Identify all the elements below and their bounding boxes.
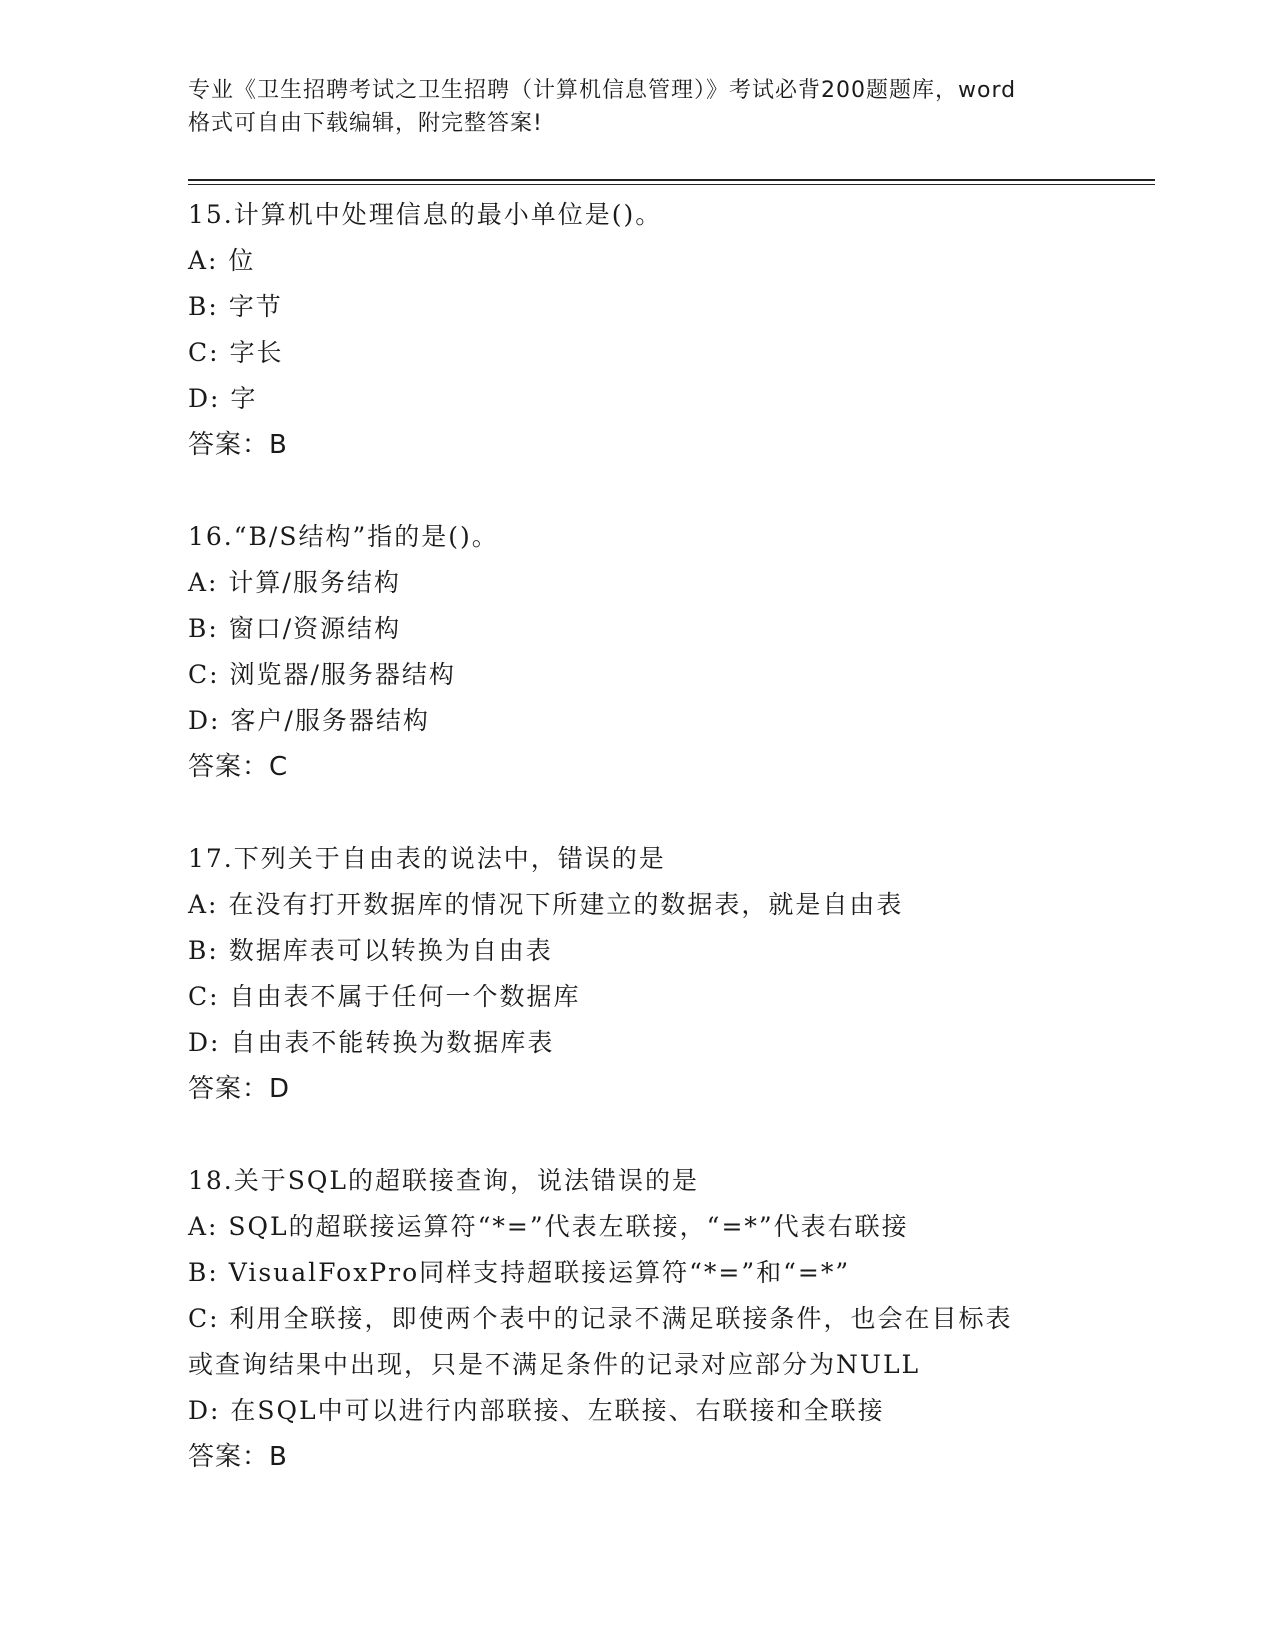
document-header (188, 74, 1088, 140)
option-c: C: 浏览器/服务器结构 (188, 660, 456, 689)
option-c: C: 自由表不属于任何一个数据库 (188, 982, 581, 1011)
option-c-continued: 或查询结果中出现，只是不满足条件的记录对应部分为NULL (188, 1350, 921, 1379)
option-b: B: VisualFoxPro同样支持超联接运算符“*=”和“=*” (188, 1258, 851, 1287)
option-b: B: 数据库表可以转换为自由表 (188, 936, 553, 965)
option-a: A: SQL的超联接运算符“*=”代表左联接，“=*”代表右联接 (188, 1212, 909, 1241)
question-stem: 18.关于SQL的超联接查询，说法错误的是 (188, 1166, 699, 1195)
option-a: A: 计算/服务结构 (188, 568, 401, 597)
option-c: C: 字长 (188, 338, 284, 367)
question-16 (188, 514, 1148, 836)
option-d: D: 自由表不能转换为数据库表 (188, 1028, 555, 1057)
header-line-2: 格式可自由下载编辑，附完整答案! (188, 111, 543, 136)
question-stem: 15.计算机中处理信息的最小单位是()。 (188, 200, 663, 229)
option-a: A: 在没有打开数据库的情况下所建立的数据表，就是自由表 (188, 890, 904, 919)
question-18 (188, 1158, 1148, 1480)
option-c: C: 利用全联接，即使两个表中的记录不满足联接条件，也会在目标表 (188, 1304, 1013, 1333)
option-b: B: 窗口/资源结构 (188, 614, 402, 643)
header-line-1: 专业《卫生招聘考试之卫生招聘（计算机信息管理）》考试必背200题题库，word (188, 78, 1017, 103)
answer-label: 答案：C (188, 752, 289, 782)
header-divider (188, 179, 1155, 185)
question-stem: 16.“B/S结构”指的是()。 (188, 522, 499, 551)
option-d: D: 客户/服务器结构 (188, 706, 430, 735)
option-a: A: 位 (188, 246, 256, 275)
answer-label: 答案：B (188, 1442, 288, 1472)
option-d: D: 字 (188, 384, 258, 413)
question-15 (188, 192, 1148, 514)
question-stem: 17.下列关于自由表的说法中，错误的是 (188, 844, 666, 873)
question-17 (188, 836, 1148, 1158)
answer-label: 答案：D (188, 1074, 291, 1104)
option-b: B: 字节 (188, 292, 283, 321)
question-list (188, 192, 1148, 1480)
answer-label: 答案：B (188, 430, 288, 460)
option-d: D: 在SQL中可以进行内部联接、左联接、右联接和全联接 (188, 1396, 885, 1425)
